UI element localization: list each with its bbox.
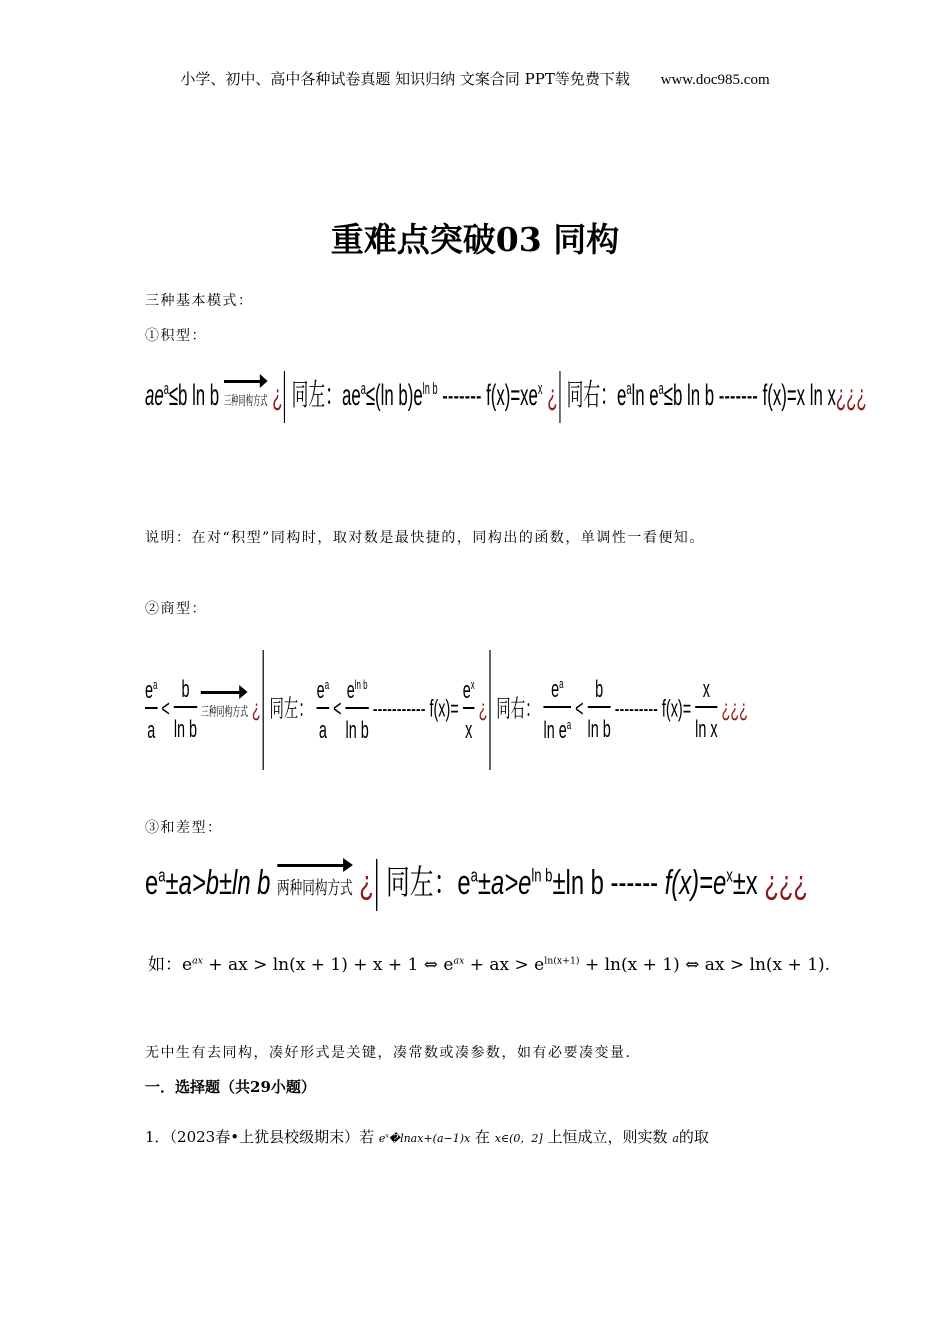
- header-text: 小学、初中、高中各种试卷真题 知识归纳 文案合同 PPT等免费下载: [180, 70, 630, 88]
- arrow-label: 三种同构方式: [224, 372, 268, 409]
- fraction: $\frac{e^{ln b}}{\text{ln b}}$: [345, 676, 369, 744]
- fraction: $\frac{b}{\text{ln b}}$: [587, 676, 611, 743]
- arrow-label: 三种同构方式: [201, 683, 248, 720]
- product-formula: $ae^a\le b$ ln b 三种同构方式 ¿ 同左：$ae^a\le(\ln$ $b)e^{ln b}$ ------- $f(x)=xe^x$ ¿ 同右：$e^a\ln$ $e^a\le b$ ln b ------- f(x)=x ln x¿¿¿: [145, 370, 867, 423]
- arrow-label: 两种同构方式: [277, 856, 353, 900]
- fraction: $\frac{b}{\text{ln b}}$: [173, 676, 198, 743]
- fraction: $\frac{e^a}{\ln e^a}$: [543, 676, 572, 744]
- page-header: [0, 68, 950, 89]
- example-line: 如：$e^{ax}$ + ax > ln(x + 1) + x + 1 ⇔ $e^{ax}$ + ax > $e^{ln(x+1)} + \ln(x + 1)$ ⇔ ax > ln(x + 1).: [148, 955, 831, 975]
- sumdiff-label: ③和差型：: [145, 820, 223, 836]
- product-label: ①积型：: [145, 328, 207, 344]
- intro-text: 三种基本模式：: [145, 293, 254, 309]
- summary-text: 无中生有去同构，凑好形式是关键，凑常数或凑参数，如有必要凑变量.: [145, 1045, 632, 1061]
- question-1: 1．（2023春•上犹县校级期末）若 $e^x�lnax+(a-1)x$ 在 x∈(0，2] 上恒成立，则实数 a的取: [145, 1128, 709, 1146]
- quotient-formula: $\frac{e^a}{a}$ < $\frac{b}{\text{ln b}}$ 三种同构方式 ¿ 同左： $\frac{e^a}{a}$ < $\frac{e^{ln b}}{\text{ln b}}$ ----------- f(x)= $\frac{e^x}{x}$ ¿ 同右： $\frac{e^a}{\ln e^a}$ < $\frac{b}{\text{ln b}}$ --------- f(x)= $\frac{x}{\text{ln x}}$ ¿¿¿: [145, 650, 748, 770]
- fraction: $\frac{e^a}{a}$: [316, 676, 330, 744]
- header-site[interactable]: www.doc985.com: [660, 72, 770, 88]
- product-note: 说明：在对“积型”同构时，取对数是最快捷的，同构出的函数，单调性一看便知。: [145, 530, 705, 546]
- fraction: $\frac{e^x}{x}$: [462, 676, 475, 744]
- page-title: 重难点突破03 同构: [330, 220, 620, 259]
- fraction: $\frac{x}{\text{ln x}}$: [695, 676, 718, 743]
- quotient-label: ②商型：: [145, 601, 207, 617]
- section-heading: 一．选择题（共29小题）: [145, 1078, 316, 1096]
- fraction: $\frac{e^a}{a}$: [145, 676, 158, 744]
- sumdiff-formula: $e^a\pm a>b\pm\ln$ b 两种同构方式 ¿ 同左：$e^a\pm a>e^{ln b}\pm\ln$ b ------ $f(x)=e^x\pm x$ ¿¿¿: [145, 855, 808, 911]
